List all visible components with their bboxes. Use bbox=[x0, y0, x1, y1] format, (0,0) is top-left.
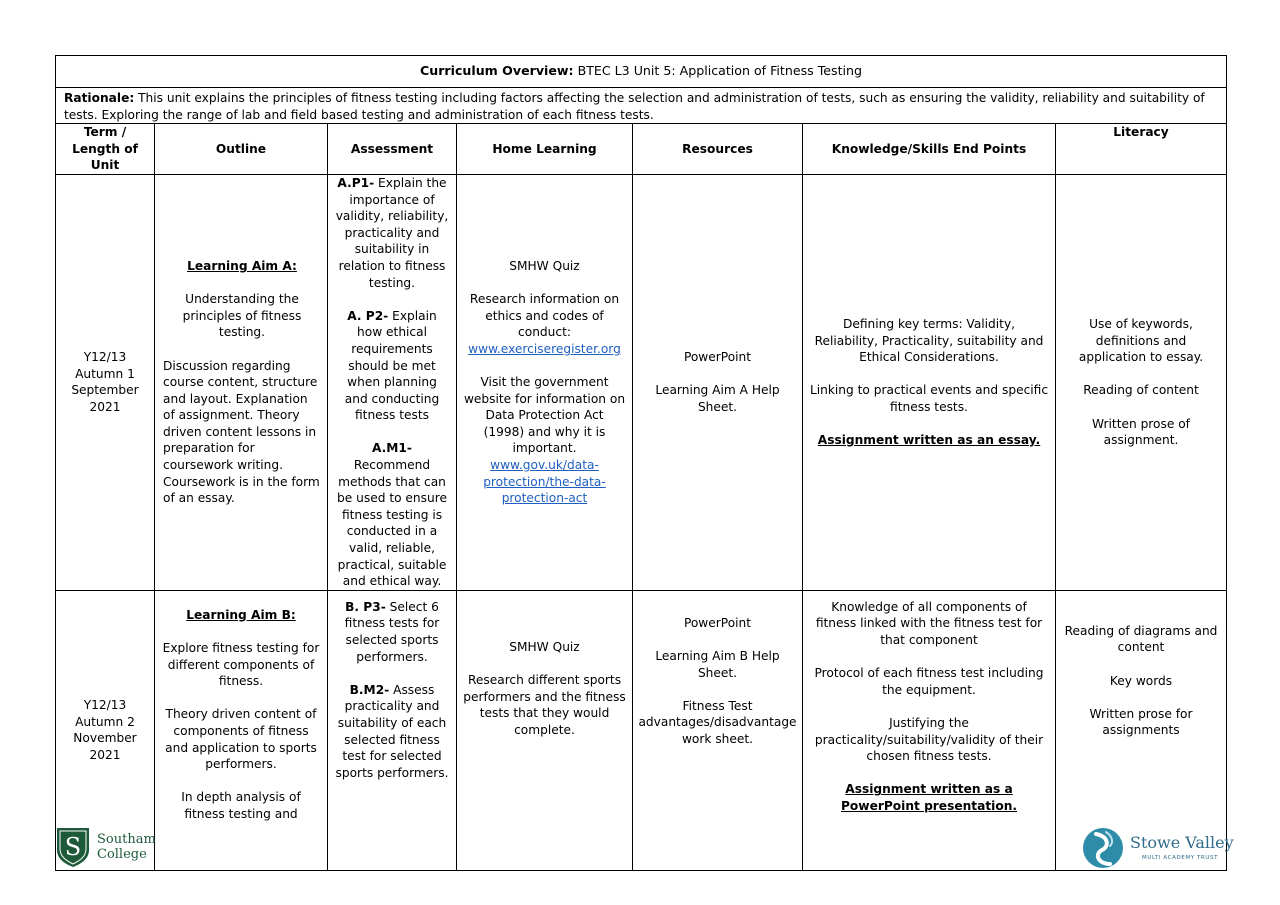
assessment-line: practicality and bbox=[344, 225, 440, 240]
southam-college-wordmark bbox=[97, 832, 156, 862]
table-row bbox=[56, 174, 1227, 590]
criterion-code: A. P2- bbox=[347, 308, 389, 323]
assessment-cell bbox=[328, 174, 457, 590]
column-header-literacy: Literacy bbox=[1056, 124, 1227, 175]
criterion-code: A.M1- bbox=[372, 441, 412, 456]
outline-line: different components of bbox=[167, 657, 315, 672]
outline-line: Coursework is in the form bbox=[163, 474, 320, 489]
outline-line: Discussion regarding bbox=[163, 358, 291, 373]
assessment-cell bbox=[328, 590, 457, 870]
literacy-line: Reading of diagrams and bbox=[1064, 623, 1218, 638]
term-cell bbox=[56, 174, 155, 590]
outline-line: fitness testing and bbox=[184, 806, 298, 821]
literacy-line: assignment. bbox=[1103, 433, 1179, 448]
home-learning-quiz: SMHW Quiz bbox=[509, 639, 580, 654]
assessment-line: and conducting bbox=[344, 391, 440, 406]
home-learning-quiz: SMHW Quiz bbox=[509, 258, 580, 273]
term-line: 2021 bbox=[89, 747, 121, 762]
exercise-register-link[interactable]: www.exerciseregister.org bbox=[468, 341, 621, 356]
literacy-line: application to essay. bbox=[1078, 350, 1204, 365]
assessment-line: suitability in bbox=[354, 242, 430, 257]
knowledge-line: practicality/suitability/validity of their bbox=[814, 732, 1044, 747]
assignment-format: PowerPoint presentation. bbox=[841, 798, 1017, 813]
outline-line: of an essay. bbox=[163, 491, 235, 506]
home-learning-cell bbox=[457, 590, 633, 870]
assessment-line: suitability of each bbox=[337, 715, 447, 730]
outline-line: performers. bbox=[205, 757, 277, 772]
resource-item: work sheet. bbox=[681, 731, 754, 746]
column-header-outline: Outline bbox=[155, 124, 328, 175]
assessment-line: should be met bbox=[348, 358, 436, 373]
term-line: Y12/13 bbox=[83, 698, 127, 713]
outline-line: Understanding the bbox=[185, 292, 299, 307]
document-title bbox=[56, 56, 1227, 88]
term-line: 2021 bbox=[89, 399, 121, 414]
header-term-line: Term / bbox=[83, 125, 127, 140]
assessment-line: conducted in a bbox=[346, 524, 438, 539]
resource-item: PowerPoint bbox=[683, 615, 752, 630]
learning-aim-heading: Learning Aim A: bbox=[187, 258, 297, 273]
assessment-line: Select 6 bbox=[385, 599, 439, 614]
stowe-valley-logo bbox=[1082, 826, 1234, 872]
outline-line: coursework writing. bbox=[163, 458, 283, 473]
title-label: Curriculum Overview: bbox=[420, 63, 574, 79]
home-learning-line: Data Protection Act bbox=[485, 408, 604, 423]
column-header-assessment: Assessment bbox=[328, 124, 457, 175]
knowledge-line: that component bbox=[880, 633, 978, 647]
assessment-line: how ethical bbox=[357, 325, 427, 340]
home-learning-line: complete. bbox=[514, 722, 575, 737]
logo-line: College bbox=[97, 847, 147, 862]
assessment-line: valid, reliable, bbox=[349, 541, 435, 556]
curriculum-table bbox=[55, 55, 1227, 871]
term-line: Autumn 2 bbox=[75, 714, 135, 729]
criterion-code: B.M2- bbox=[349, 682, 390, 697]
logo-line: Southam bbox=[97, 832, 156, 847]
data-protection-link[interactable]: protection-act bbox=[501, 491, 588, 506]
resource-item: Learning Aim B Help bbox=[655, 649, 780, 663]
outline-line: Explore fitness testing for bbox=[162, 641, 320, 655]
outline-line: and layout. Explanation bbox=[163, 391, 308, 406]
table-row bbox=[56, 590, 1227, 870]
stowe-valley-wordmark: Stowe Valley bbox=[1130, 833, 1234, 852]
outline-line: preparation for bbox=[163, 441, 255, 456]
term-line: Autumn 1 bbox=[75, 366, 135, 381]
assessment-line: validity, reliability, bbox=[335, 209, 449, 224]
knowledge-line: Reliability, Practicality, suitability and bbox=[814, 333, 1044, 348]
literacy-line: Reading of content bbox=[1083, 383, 1199, 398]
knowledge-line: Knowledge of all components of bbox=[831, 599, 1027, 614]
literacy-cell bbox=[1056, 174, 1227, 590]
home-learning-line: ethics and codes of bbox=[485, 308, 604, 323]
literacy-line: content bbox=[1117, 640, 1165, 655]
knowledge-line: Justifying the bbox=[889, 715, 969, 730]
knowledge-line: chosen fitness tests. bbox=[866, 749, 992, 764]
rationale-text: This unit explains the principles of fitness testing including factors affecting the selection and administration of tests, such as ensuring the validity, reliability and suitability of tests. Exploring the range of lab and field based testing and administration of each fitness tests. bbox=[64, 91, 1205, 122]
header-term-line: Unit bbox=[90, 158, 120, 173]
literacy-line: assignments bbox=[1102, 723, 1180, 738]
knowledge-line: Linking to practical events and specific bbox=[809, 383, 1049, 398]
literacy-line: definitions and bbox=[1095, 333, 1187, 348]
literacy-line: Written prose for bbox=[1089, 706, 1193, 721]
term-line: Y12/13 bbox=[83, 350, 127, 365]
assessment-line: requirements bbox=[351, 341, 433, 356]
knowledge-line: Defining key terms: Validity, bbox=[842, 317, 1016, 332]
resource-item: Sheet. bbox=[697, 665, 738, 680]
svg-text:S: S bbox=[64, 833, 82, 861]
column-header-term bbox=[56, 124, 155, 175]
assessment-line: selected fitness bbox=[344, 732, 440, 747]
knowledge-cell bbox=[803, 174, 1056, 590]
literacy-line: Written prose of bbox=[1092, 416, 1190, 431]
outline-cell bbox=[155, 590, 328, 870]
assessment-line: Recommend bbox=[353, 458, 431, 473]
home-learning-line: Research different sports bbox=[467, 673, 622, 687]
assessment-line: fitness tests for bbox=[344, 616, 440, 631]
outline-line: In depth analysis of bbox=[181, 790, 301, 805]
resources-cell bbox=[633, 174, 803, 590]
resource-item: PowerPoint bbox=[683, 350, 752, 365]
outline-line: driven content lessons in bbox=[163, 424, 317, 439]
column-header-knowledge: Knowledge/Skills End Points bbox=[803, 124, 1056, 175]
assessment-line: fitness testing is bbox=[341, 507, 443, 522]
home-learning-line: website for information on bbox=[463, 391, 626, 406]
header-term-line: Length of bbox=[72, 141, 138, 156]
assessment-line: Explain the bbox=[374, 175, 447, 190]
resources-cell bbox=[633, 590, 803, 870]
assessment-line: fitness tests bbox=[354, 408, 429, 423]
criterion-code: B. P3- bbox=[345, 599, 386, 614]
assessment-line: test for selected bbox=[342, 749, 442, 764]
assessment-line: relation to fitness bbox=[338, 258, 446, 273]
term-line: November bbox=[73, 731, 137, 746]
assessment-line: Assess bbox=[389, 682, 435, 697]
stowe-valley-emblem-icon bbox=[1082, 826, 1124, 870]
home-learning-cell bbox=[457, 174, 633, 590]
outline-cell bbox=[155, 174, 328, 590]
criterion-code: A.P1- bbox=[337, 175, 375, 190]
column-header-resources: Resources bbox=[633, 124, 803, 175]
assessment-line: sports performers. bbox=[335, 765, 449, 780]
curriculum-document bbox=[55, 55, 1226, 871]
assessment-line: when planning bbox=[347, 375, 437, 390]
title-text: BTEC L3 Unit 5: Application of Fitness Testing bbox=[573, 63, 863, 79]
term-line: September bbox=[71, 383, 139, 398]
southam-college-logo bbox=[55, 826, 175, 870]
assignment-format: Assignment written as a bbox=[845, 782, 1013, 797]
resource-item: Sheet. bbox=[697, 399, 738, 414]
resource-item: Learning Aim A Help bbox=[655, 383, 780, 398]
knowledge-line: fitness tests. bbox=[890, 399, 968, 414]
outline-line: components of fitness bbox=[173, 723, 309, 738]
outline-line: principles of fitness bbox=[182, 308, 302, 323]
literacy-line: Use of keywords, bbox=[1089, 317, 1193, 332]
outline-line: and application to sports bbox=[165, 740, 317, 755]
knowledge-line: fitness linked with the fitness test for bbox=[815, 616, 1043, 631]
home-learning-line: conduct: bbox=[518, 325, 571, 340]
home-learning-line: performers and the fitness bbox=[463, 689, 626, 704]
shield-icon bbox=[55, 826, 91, 868]
assessment-line: Explain bbox=[388, 308, 437, 323]
rationale bbox=[56, 88, 1227, 124]
assignment-format: Assignment written as an essay. bbox=[817, 433, 1041, 448]
assessment-line: testing. bbox=[368, 275, 416, 290]
home-learning-line: important. bbox=[512, 441, 577, 456]
learning-aim-heading: Learning Aim B: bbox=[186, 607, 296, 622]
home-learning-line: Visit the government bbox=[480, 375, 609, 390]
assessment-line: performers. bbox=[356, 649, 428, 664]
home-learning-line: tests that they would bbox=[479, 706, 610, 721]
literacy-line: Key words bbox=[1109, 673, 1173, 688]
data-protection-link[interactable]: protection/the-data- bbox=[483, 474, 606, 489]
resource-item: advantages/disadvantage bbox=[638, 715, 797, 730]
knowledge-line: the equipment. bbox=[882, 682, 976, 697]
outline-line: of assignment. Theory bbox=[163, 408, 300, 423]
assessment-line: selected sports bbox=[345, 633, 439, 647]
stowe-valley-subtitle: MULTI ACADEMY TRUST bbox=[1142, 855, 1219, 861]
assessment-line: be used to ensure bbox=[337, 491, 447, 506]
outline-line: testing. bbox=[218, 325, 266, 340]
column-header-home-learning: Home Learning bbox=[457, 124, 633, 175]
resource-item: Fitness Test bbox=[682, 698, 753, 713]
home-learning-line: Research information on bbox=[469, 292, 620, 307]
assessment-line: methods that can bbox=[338, 474, 446, 489]
outline-line: fitness. bbox=[218, 674, 264, 689]
knowledge-cell bbox=[803, 590, 1056, 870]
knowledge-line: Ethical Considerations. bbox=[859, 350, 999, 365]
assessment-line: practicality and bbox=[344, 699, 440, 714]
data-protection-link[interactable]: www.gov.uk/data- bbox=[490, 458, 599, 473]
outline-line: course content, structure bbox=[163, 375, 318, 390]
outline-line: Theory driven content of bbox=[165, 707, 317, 722]
knowledge-line: Protocol of each fitness test including bbox=[814, 666, 1044, 681]
assessment-line: practical, suitable bbox=[337, 557, 447, 572]
rationale-label: Rationale: bbox=[64, 91, 135, 105]
assessment-line: importance of bbox=[349, 192, 435, 207]
assessment-line: and ethical way. bbox=[342, 574, 442, 589]
home-learning-line: (1998) and why it is bbox=[483, 424, 606, 439]
